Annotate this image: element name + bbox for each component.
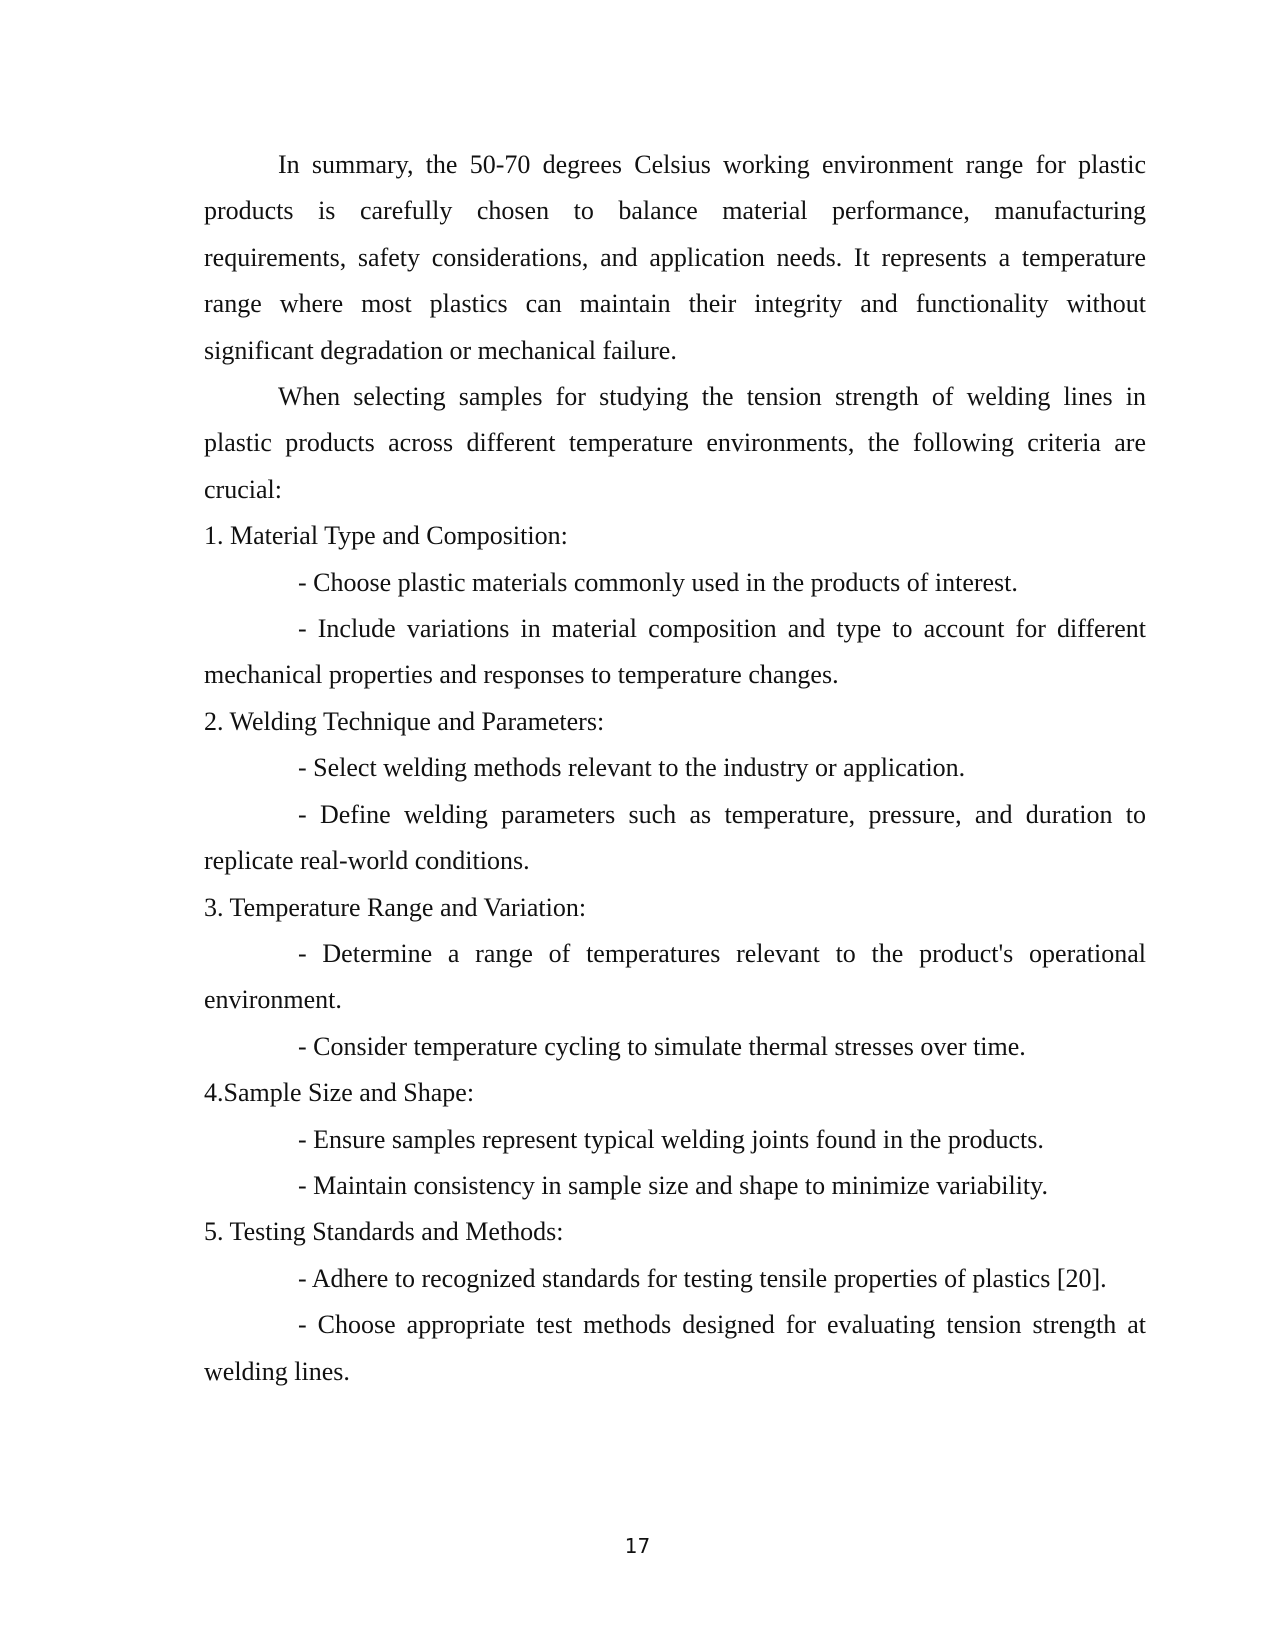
criterion-bullet: - Select welding methods relevant to the industry or application.: [298, 753, 966, 783]
criterion-bullet: - Consider temperature cycling to simulate thermal stresses over time.: [298, 1031, 1026, 1061]
criterion-bullet: - Determine a range of temperatures relevant to the product's operational environment.: [204, 938, 1146, 1015]
criterion-bullet: - Ensure samples represent typical welding joints found in the products.: [298, 1124, 1044, 1154]
intro-paragraph: When selecting samples for studying the tension strength of welding lines in plastic products across different temperature environments, the following criteria are crucial:: [204, 382, 1146, 504]
page-number: 17: [624, 1534, 651, 1558]
criterion-bullet: - Choose appropriate test methods designed for evaluating tension strength at welding lines.: [204, 1310, 1146, 1386]
criterion-heading-material: 1. Material Type and Composition:: [204, 521, 568, 551]
criterion-heading-testing: 5. Testing Standards and Methods:: [204, 1217, 564, 1247]
criterion-heading-sample: 4.Sample Size and Shape:: [204, 1078, 475, 1108]
criterion-bullet: - Define welding parameters such as temperature, pressure, and duration to replicate real-world conditions.: [204, 799, 1146, 876]
criterion-bullet: - Maintain consistency in sample size and shape to minimize variability.: [298, 1170, 1048, 1200]
document-body: [204, 142, 1146, 1395]
criterion-bullet: - Include variations in material composition and type to account for different mechanical properties and responses to temperature changes.: [204, 614, 1146, 690]
criterion-heading-temperature: 3. Temperature Range and Variation:: [204, 892, 587, 922]
criterion-bullet: - Adhere to recognized standards for testing tensile properties of plastics [20].: [298, 1263, 1107, 1293]
criterion-bullet: - Choose plastic materials commonly used in the products of interest.: [298, 567, 1018, 597]
criterion-heading-welding: 2. Welding Technique and Parameters:: [204, 706, 605, 736]
summary-paragraph: In summary, the 50-70 degrees Celsius working environment range for plastic products is carefully chosen to balance material performance, manufacturing requirements, safety considerations, and application needs. It represents a temperature range where most plastics can maintain their integrity and functionality without significant degradation or mechanical failure.: [204, 150, 1146, 365]
